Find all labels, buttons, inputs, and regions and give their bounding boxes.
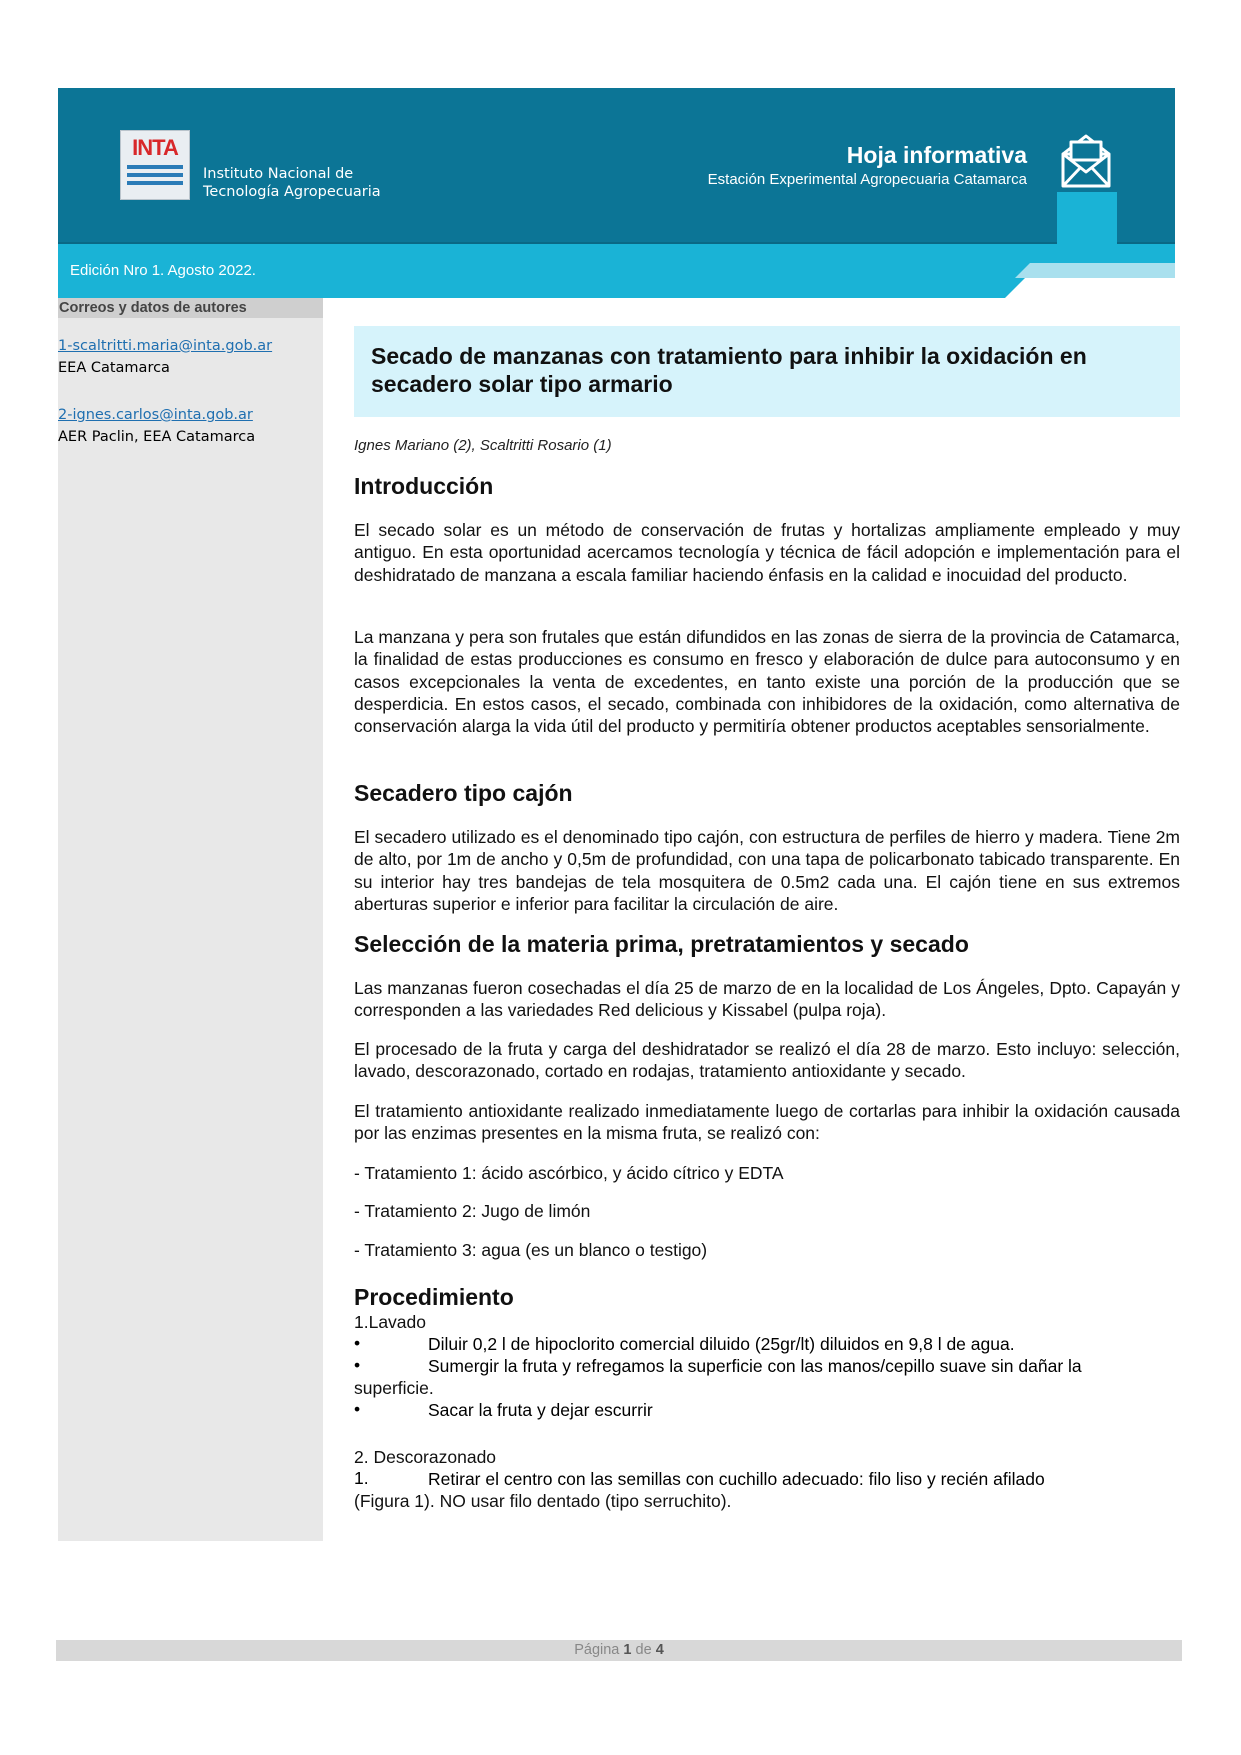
newsletter-title: Hoja informativa (846, 142, 1027, 168)
bullet-3: • (354, 1399, 361, 1419)
seleccion-paragraph-1: Las manzanas fueron cosechadas el día 25 de marzo de en la localidad de Los Ángeles, Dpto. Capayán y corresponden a las variedades Red delicious y Kissabel (pulpa roja). (354, 978, 1180, 1021)
logo-stripes (127, 165, 183, 189)
footer-page-number: 1 (623, 1642, 632, 1658)
inta-logo (120, 130, 190, 200)
heading-seleccion: Selección de la materia prima, pretratamientos y secado (354, 931, 969, 957)
footer-page-label: Página (574, 1642, 620, 1658)
lavado-step-2-cont: superficie. (354, 1378, 434, 1398)
descorazonado-step-1: Retirar el centro con las semillas con cuchillo adecuado: filo liso y recién afilado (428, 1469, 1045, 1489)
lavado-step-1: Diluir 0,2 l de hipoclorito comercial diluido (25gr/lt) diluidos en 9,8 l de agua. (428, 1334, 1015, 1354)
intro-paragraph-2: La manzana y pera son frutales que están difundidos en las zonas de sierra de la provincia de Catamarca, la finalidad de estas producciones es consumo en fresco y elaboración de dulce para autoconsumo y en casos excepcionales la venta de excedentes, en tanto existe una porción de la producción que se desperdicia. En estos casos, el secado, combinada con inhibidores de la oxidación, como alternativa de conservación alarga la vida útil del producto y permitiría obtener productos aceptables sensorialmente. (354, 627, 1180, 737)
bullet-2: • (354, 1355, 361, 1375)
edition-label: Edición Nro 1. Agosto 2022. (70, 262, 256, 279)
sidebar (58, 298, 323, 1541)
sidebar-heading: Correos y datos de autores (58, 298, 323, 318)
article-authors: Ignes Mariano (2), Scaltritti Rosario (1) (354, 437, 612, 454)
seleccion-paragraph-3: El tratamiento antioxidante realizado inmediatamente luego de cortarlas para inhibir la oxidación causada por las enzimas presentes en la misma fruta, se realizó con: (354, 1101, 1180, 1144)
tratamiento-1: - Tratamiento 1: ácido ascórbico, y ácido cítrico y EDTA (354, 1163, 784, 1183)
article-title: Secado de manzanas con tratamiento para inhibir la oxidación en secadero solar tipo armario (371, 343, 1087, 397)
descorazonado-heading: 2. Descorazonado (354, 1447, 497, 1467)
author-2-affiliation: AER Paclin, EEA Catamarca (58, 429, 256, 445)
institution-line1: Instituto Nacional de (203, 166, 354, 182)
bullet-1: • (354, 1333, 361, 1353)
page-footer (56, 1640, 1182, 1661)
seleccion-paragraph-2: El procesado de la fruta y carga del deshidratador se realizó el día 28 de marzo. Esto incluyo: selección, lavado, descorazonado, cortado en rodajas, tratamiento antioxidante y secado. (354, 1039, 1180, 1082)
tratamiento-2: - Tratamiento 2: Jugo de limón (354, 1201, 591, 1221)
lavado-step-2: Sumergir la fruta y refregamos la superficie con las manos/cepillo suave sin dañar la (428, 1356, 1082, 1376)
lavado-step-3: Sacar la fruta y dejar escurrir (428, 1400, 653, 1420)
heading-introduccion: Introducción (354, 473, 494, 499)
header-accent-cut (1005, 278, 1175, 298)
author-2-email-link[interactable]: 2-ignes.carlos@inta.gob.ar (58, 407, 253, 423)
lavado-heading: 1.Lavado (354, 1312, 427, 1332)
institution-name (203, 165, 381, 201)
newsletter-subtitle: Estación Experimental Agropecuaria Catamarca (707, 171, 1027, 188)
page-header (58, 88, 1175, 298)
descorazonado-number: 1. (354, 1468, 369, 1488)
intro-paragraph-1: El secado solar es un método de conservación de frutas y hortalizas ampliamente empleado y muy antiguo. En esta oportunidad acercamos tecnología y técnica de fácil adopción e implementación para el deshidratado de manzana a escala familiar haciendo énfasis en la calidad e inocuidad del producto. (354, 520, 1180, 585)
footer-page-total: 4 (655, 1642, 664, 1658)
envelope-icon (1055, 130, 1117, 192)
author-2 (58, 404, 255, 448)
author-1-affiliation: EEA Catamarca (58, 360, 170, 376)
envelope-tab (1057, 192, 1117, 244)
author-1-email-link[interactable]: 1-scaltritti.maria@inta.gob.ar (58, 338, 273, 354)
secadero-paragraph: El secadero utilizado es el denominado tipo cajón, con estructura de perfiles de hierro y madera. Tiene 2m de alto, por 1m de ancho y 0,5m de profundidad, con una tapa de policarbonato tabicado transparente. En su interior hay tres bandejas de tela mosquitera de 0.5m2 cada una. El cajón tiene en sus extremos aberturas superior e inferior para facilitar la circulación de aire. (354, 827, 1180, 914)
article-title-box (354, 326, 1180, 417)
header-divider (58, 242, 1175, 244)
descorazonado-step-1-cont: (Figura 1). NO usar filo dentado (tipo serruchito). (354, 1491, 732, 1511)
logo-text: INTA (132, 135, 178, 160)
author-1 (58, 335, 272, 379)
heading-secadero: Secadero tipo cajón (354, 780, 573, 806)
institution-line2: Tecnología Agropecuaria (203, 184, 381, 200)
heading-procedimiento: Procedimiento (354, 1284, 514, 1310)
tratamiento-3: - Tratamiento 3: agua (es un blanco o testigo) (354, 1240, 708, 1260)
header-accent-stripe (1015, 263, 1175, 278)
footer-of-label: de (635, 1642, 652, 1658)
